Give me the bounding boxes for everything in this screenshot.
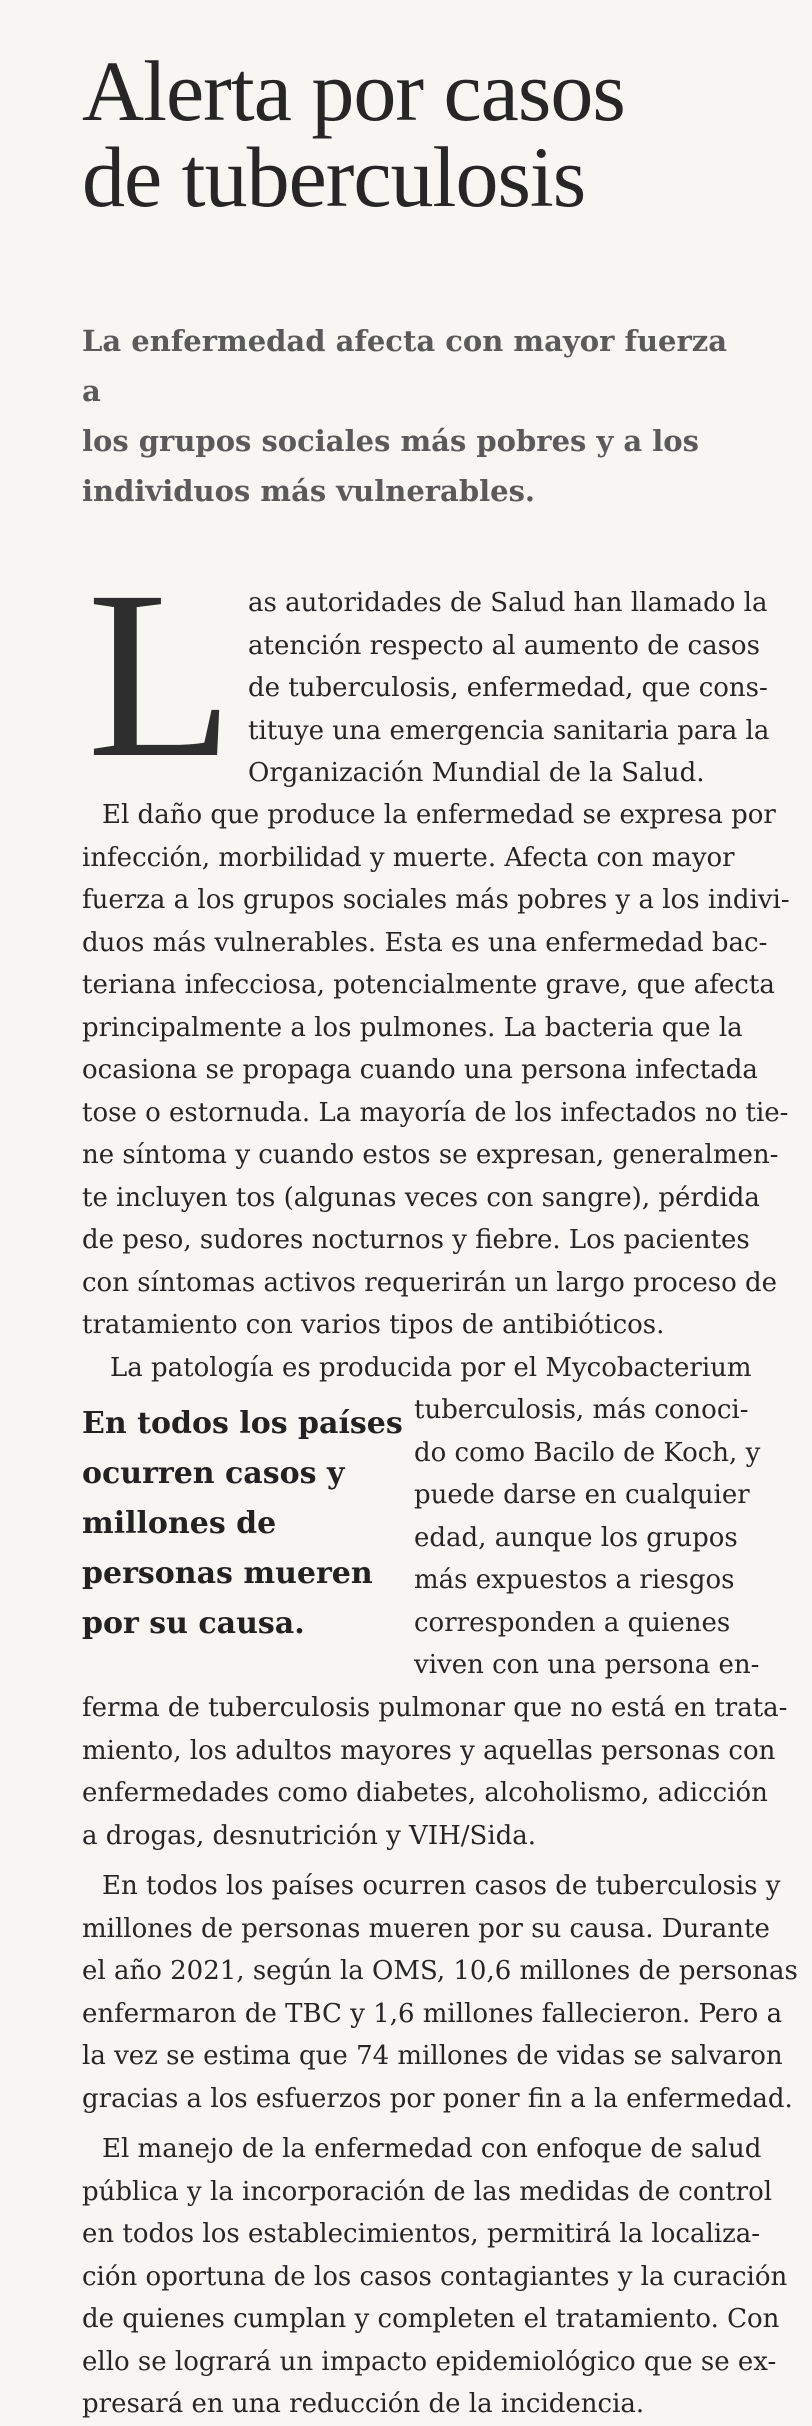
- text-line: La patología es producida por el Mycobacterium: [110, 1352, 752, 1383]
- text-line: viven con una persona en-: [414, 1650, 760, 1680]
- text-line: de tuberculosis, enfermedad, que cons-: [248, 673, 768, 703]
- text-line: teriana infecciosa, potencialmente grave, que afecta: [82, 970, 775, 1000]
- text-line: miento, los adultos mayores y aquellas personas con: [82, 1735, 776, 1766]
- text-line: tratamiento con varios tipos de antibióticos.: [82, 1310, 665, 1340]
- text-line: infección, morbilidad y muerte. Afecta con mayor: [82, 842, 735, 873]
- text-line: Organización Mundial de la Salud.: [248, 758, 705, 788]
- paragraph-1: [82, 794, 790, 1347]
- text-line: ello se logrará un impacto epidemiológico que se ex-: [82, 2346, 777, 2377]
- text-line: principalmente a los pulmones. La bacteria que la: [82, 1012, 743, 1043]
- pullquote: [82, 1399, 403, 1649]
- text-line: a drogas, desnutrición y VIH/Sida.: [82, 1820, 537, 1851]
- text-line: el año 2021, según la OMS, 10,6 millones de personas: [82, 1956, 798, 1986]
- text-line: edad, aunque los grupos: [414, 1522, 738, 1553]
- pullquote-line: millones de: [82, 1506, 277, 1541]
- text-line: enfermaron de TBC y 1,6 millones fallecieron. Pero a: [82, 1998, 783, 2029]
- text-line: do como Bacilo de Koch, y: [414, 1437, 761, 1468]
- text-line: millones de personas mueren por su causa. Durante: [82, 1913, 770, 1944]
- text-line: as autoridades de Salud han llamado la: [248, 588, 768, 618]
- text-line: tuberculosis, más conoci-: [414, 1395, 749, 1425]
- text-line: de peso, sudores nocturnos y fiebre. Los pacientes: [82, 1225, 750, 1255]
- pullquote-block: [82, 1389, 761, 1687]
- pullquote-line: En todos los países: [82, 1406, 403, 1441]
- text-line: En todos los países ocurren casos de tuberculosis y: [102, 1871, 781, 1901]
- pullquote-line: personas mueren: [82, 1556, 373, 1591]
- text-line: más expuestos a riesgos: [414, 1565, 735, 1595]
- wrapped-text: [414, 1389, 760, 1687]
- text-line: te incluyen tos (algunas veces con sangre), pérdida: [82, 1182, 760, 1213]
- text-line: El daño que produce la enfermedad se expresa por: [102, 800, 776, 830]
- subheadline: [82, 316, 734, 516]
- text-line: de quienes cumplan y completen el tratamiento. Con: [82, 2304, 780, 2334]
- text-line: pública y la incorporación de las medidas de control: [82, 2176, 773, 2207]
- text-line: puede darse en cualquier: [414, 1480, 750, 1510]
- drop-cap: L: [87, 541, 234, 807]
- text-line: atención respecto al aumento de casos: [248, 630, 760, 661]
- text-line: tituye una emergencia sanitaria para la: [248, 715, 770, 746]
- paragraph-4: [82, 2128, 788, 2426]
- text-line: ferma de tuberculosis pulmonar que no está en trata-: [82, 1693, 788, 1723]
- text-line: gracias a los esfuerzos por poner fin a la enfermedad.: [82, 2083, 793, 2114]
- intro-paragraph: [82, 541, 770, 807]
- subheadline-line: La enfermedad afecta con mayor fuerza a: [82, 324, 728, 408]
- text-line: ne síntoma y cuando estos se expresan, generalmen-: [82, 1140, 779, 1170]
- subheadline-line: los grupos sociales más pobres y a los: [82, 424, 699, 458]
- text-line: presará en una reducción de la incidencia.: [82, 2389, 645, 2419]
- pullquote-line: ocurren casos y: [82, 1456, 345, 1491]
- pullquote-line: por su causa.: [82, 1606, 305, 1641]
- headline-line: Alerta por casos: [82, 43, 625, 139]
- text-line: en todos los establecimientos, permitirá la localiza-: [82, 2219, 761, 2249]
- text-line: enfermedades como diabetes, alcoholismo, adicción: [82, 1778, 768, 1808]
- headline-line: de tuberculosis: [82, 129, 586, 225]
- news-article: [82, 43, 798, 2426]
- text-line: corresponden a quienes: [414, 1607, 731, 1638]
- text-line: tose o estornuda. La mayoría de los infectados no tie-: [82, 1097, 789, 1128]
- text-line: ción oportuna de los casos contagiantes y la curación: [82, 2261, 788, 2292]
- text-line: ocasiona se propaga cuando una persona infectada: [82, 1055, 758, 1085]
- text-line: con síntomas activos requerirán un largo proceso de: [82, 1267, 778, 1298]
- intro-text: [248, 582, 769, 795]
- headline: [82, 43, 734, 225]
- text-line: duos más vulnerables. Esta es una enfermedad bac-: [82, 927, 768, 958]
- subheadline-line: individuos más vulnerables.: [82, 474, 536, 508]
- text-line: la vez se estima que 74 millones de vidas se salvaron: [82, 2041, 783, 2071]
- text-line: El manejo de la enfermedad con enfoque de salud: [102, 2134, 762, 2164]
- paragraph-2: [82, 1347, 788, 1858]
- article-body: [82, 541, 798, 2426]
- paragraph-3: [82, 1865, 798, 2120]
- text-line: fuerza a los grupos sociales más pobres y a los indivi-: [82, 885, 790, 915]
